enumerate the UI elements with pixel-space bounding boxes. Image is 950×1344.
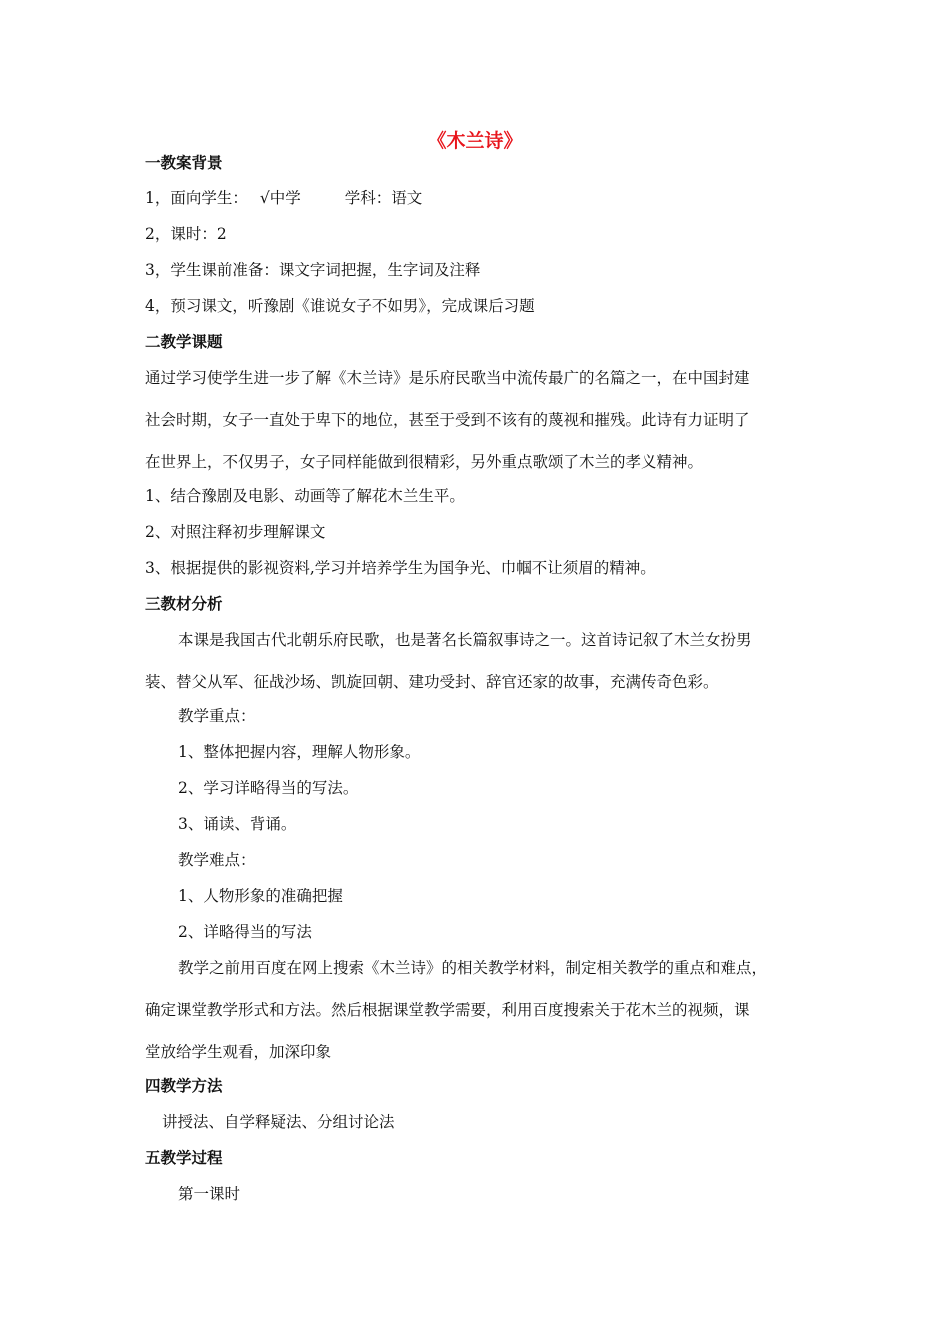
- section-1-heading: 一教案背景: [145, 154, 223, 172]
- s1-item-2: 2，课时：2: [145, 225, 227, 243]
- s3-para-line: 本课是我国古代北朝乐府民歌，也是著名长篇叙事诗之一。这首诗记叙了木兰女扮男: [178, 631, 752, 649]
- s3-prep-line: 确定课堂教学形式和方法。然后根据课堂教学需要，利用百度搜索关于花木兰的视频，课: [145, 1001, 750, 1019]
- section-2-heading: 二教学课题: [145, 333, 223, 351]
- s2-goal: 3、根据提供的影视资料,学习并培养学生为国争光、巾帼不让须眉的精神。: [145, 559, 656, 577]
- s3-diff-point: 1、人物形象的准确把握: [178, 887, 343, 905]
- s3-prep-line: 教学之前用百度在网上搜索《木兰诗》的相关教学材料，制定相关教学的重点和难点，: [178, 959, 768, 977]
- s1-item-4: 4，预习课文，听豫剧《谁说女子不如男》，完成课后习题: [145, 297, 535, 315]
- s1-item-3: 3，学生课前准备：课文字词把握，生字词及注释: [145, 261, 481, 279]
- s3-key-label: 教学重点：: [178, 707, 256, 725]
- s1-item-1-level: √中学: [259, 189, 301, 207]
- s1-item-1-prefix: 1，面向学生：: [145, 189, 248, 207]
- document-title: 《木兰诗》: [427, 130, 523, 152]
- section-5-heading: 五教学过程: [145, 1149, 223, 1167]
- s1-item-1-subject: 学科：语文: [344, 189, 423, 207]
- s3-key-point: 1、整体把握内容，理解人物形象。: [178, 743, 421, 761]
- section-3-heading: 三教材分析: [145, 595, 223, 613]
- s3-key-point: 3、诵读、背诵。: [178, 815, 297, 833]
- s2-intro-line: 通过学习使学生进一步了解《木兰诗》是乐府民歌当中流传最广的名篇之一，在中国封建: [145, 369, 750, 387]
- section-4-heading: 四教学方法: [145, 1077, 223, 1095]
- s2-goal: 1、结合豫剧及电影、动画等了解花木兰生平。: [145, 487, 465, 505]
- s2-intro-line: 在世界上，不仅男子，女子同样能做到很精彩，另外重点歌颂了木兰的孝义精神。: [145, 453, 704, 471]
- s2-goal: 2、对照注释初步理解课文: [145, 523, 326, 541]
- s3-key-point: 2、学习详略得当的写法。: [178, 779, 359, 797]
- s3-diff-label: 教学难点：: [178, 851, 256, 869]
- s3-prep-line: 堂放给学生观看，加深印象: [145, 1043, 332, 1061]
- s3-diff-point: 2、详略得当的写法: [178, 923, 312, 941]
- s3-para-line: 装、替父从军、征战沙场、凯旋回朝、建功受封、辞官还家的故事，充满传奇色彩。: [145, 673, 719, 691]
- s5-first-lesson: 第一课时: [178, 1185, 241, 1203]
- s4-methods: 讲授法、自学释疑法、分组讨论法: [162, 1113, 395, 1131]
- s2-intro-line: 社会时期，女子一直处于卑下的地位，甚至于受到不该有的蔑视和摧残。此诗有力证明了: [145, 411, 750, 429]
- s1-item-1: [145, 188, 422, 208]
